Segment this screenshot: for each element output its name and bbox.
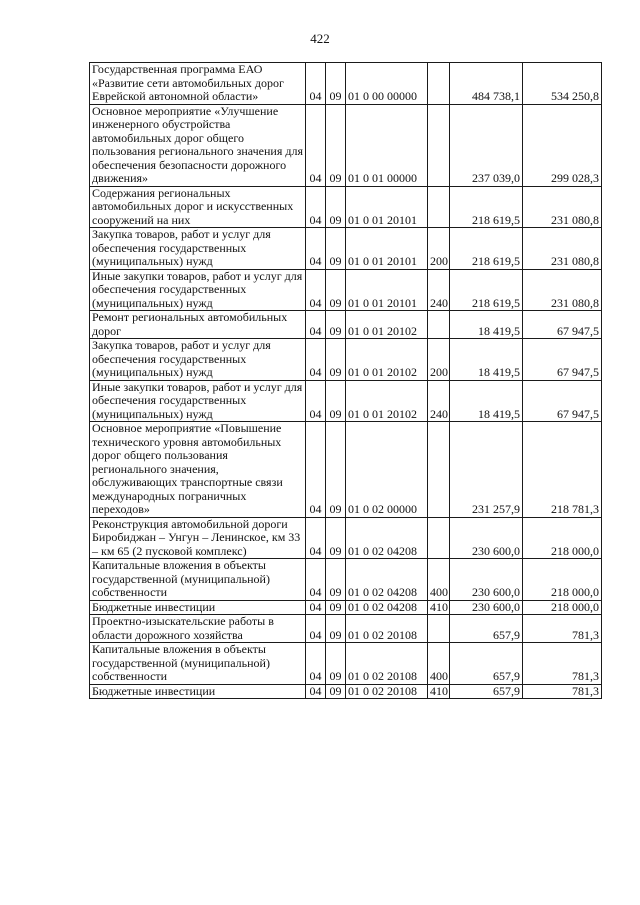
row-section: 04: [306, 643, 326, 685]
table-row: [90, 684, 602, 699]
row-expense-type: [428, 186, 450, 228]
row-sum-year1: 218 619,5: [450, 228, 523, 270]
budget-table: [89, 62, 602, 699]
row-expense-type: 200: [428, 339, 450, 381]
row-section: 04: [306, 380, 326, 422]
row-target-article: 01 0 02 00000: [346, 422, 428, 518]
row-subsection: 09: [326, 422, 346, 518]
row-section: 04: [306, 517, 326, 559]
table-row: [90, 339, 602, 381]
row-target-article: 01 0 01 00000: [346, 104, 428, 186]
row-expense-type: 200: [428, 228, 450, 270]
row-sum-year1: 218 619,5: [450, 269, 523, 311]
table-row: [90, 600, 602, 615]
row-sum-year2: 534 250,8: [523, 63, 602, 105]
row-expense-type: 240: [428, 380, 450, 422]
row-sum-year1: 657,9: [450, 684, 523, 699]
table-row: [90, 186, 602, 228]
row-section: 04: [306, 339, 326, 381]
table-row: [90, 643, 602, 685]
row-target-article: 01 0 00 00000: [346, 63, 428, 105]
row-section: 04: [306, 228, 326, 270]
row-target-article: 01 0 02 04208: [346, 600, 428, 615]
row-sum-year2: 781,3: [523, 615, 602, 643]
row-subsection: 09: [326, 643, 346, 685]
row-target-article: 01 0 01 20101: [346, 228, 428, 270]
row-expense-type: 400: [428, 559, 450, 601]
row-name: Капитальные вложения в объекты государственной (муниципальной) собственности: [90, 643, 306, 685]
row-name: Основное мероприятие «Улучшение инженерного обустройства автомобильных дорог общего пользования регионального значения для обеспечения безопасности дорожного движения»: [90, 104, 306, 186]
table-row: [90, 228, 602, 270]
row-subsection: 09: [326, 63, 346, 105]
row-subsection: 09: [326, 311, 346, 339]
row-expense-type: [428, 422, 450, 518]
row-sum-year2: 231 080,8: [523, 269, 602, 311]
row-sum-year2: 299 028,3: [523, 104, 602, 186]
row-sum-year2: 231 080,8: [523, 186, 602, 228]
row-section: 04: [306, 422, 326, 518]
row-section: 04: [306, 104, 326, 186]
table-row: [90, 422, 602, 518]
row-target-article: 01 0 01 20102: [346, 339, 428, 381]
row-sum-year1: 484 738,1: [450, 63, 523, 105]
row-subsection: 09: [326, 186, 346, 228]
row-sum-year2: 67 947,5: [523, 339, 602, 381]
page-number: 422: [310, 31, 330, 46]
row-sum-year2: 218 000,0: [523, 517, 602, 559]
row-sum-year1: 18 419,5: [450, 339, 523, 381]
row-sum-year2: 218 781,3: [523, 422, 602, 518]
row-expense-type: [428, 104, 450, 186]
row-name: Закупка товаров, работ и услуг для обеспечения государственных (муниципальных) нужд: [90, 339, 306, 381]
row-target-article: 01 0 01 20101: [346, 269, 428, 311]
row-sum-year1: 231 257,9: [450, 422, 523, 518]
row-sum-year2: 218 000,0: [523, 600, 602, 615]
row-sum-year2: 67 947,5: [523, 311, 602, 339]
row-subsection: 09: [326, 559, 346, 601]
row-section: 04: [306, 269, 326, 311]
table-row: [90, 63, 602, 105]
row-target-article: 01 0 01 20101: [346, 186, 428, 228]
row-section: 04: [306, 186, 326, 228]
row-subsection: 09: [326, 684, 346, 699]
row-sum-year1: 657,9: [450, 643, 523, 685]
row-sum-year1: 218 619,5: [450, 186, 523, 228]
row-target-article: 01 0 02 20108: [346, 684, 428, 699]
row-sum-year2: 231 080,8: [523, 228, 602, 270]
row-section: 04: [306, 615, 326, 643]
table-row: [90, 269, 602, 311]
row-sum-year1: 230 600,0: [450, 517, 523, 559]
row-expense-type: [428, 63, 450, 105]
row-section: 04: [306, 63, 326, 105]
row-name: Реконструкция автомобильной дороги Биробиджан – Унгун – Ленинское, км 33 – км 65 (2 пусковой комплекс): [90, 517, 306, 559]
row-subsection: 09: [326, 104, 346, 186]
row-expense-type: 240: [428, 269, 450, 311]
row-sum-year1: 230 600,0: [450, 600, 523, 615]
row-expense-type: [428, 615, 450, 643]
row-name: Закупка товаров, работ и услуг для обеспечения государственных (муниципальных) нужд: [90, 228, 306, 270]
row-sum-year1: 237 039,0: [450, 104, 523, 186]
row-section: 04: [306, 684, 326, 699]
row-sum-year2: 781,3: [523, 684, 602, 699]
row-target-article: 01 0 01 20102: [346, 311, 428, 339]
row-name: Основное мероприятие «Повышение технического уровня автомобильных дорог общего пользования регионального значения, обслуживающих транспортные связи международных пограничных переходов»: [90, 422, 306, 518]
row-target-article: 01 0 01 20102: [346, 380, 428, 422]
row-target-article: 01 0 02 04208: [346, 517, 428, 559]
row-expense-type: [428, 517, 450, 559]
row-expense-type: 400: [428, 643, 450, 685]
row-sum-year2: 67 947,5: [523, 380, 602, 422]
row-subsection: 09: [326, 339, 346, 381]
row-section: 04: [306, 311, 326, 339]
table-row: [90, 311, 602, 339]
row-sum-year1: 657,9: [450, 615, 523, 643]
row-name: Иные закупки товаров, работ и услуг для обеспечения государственных (муниципальных) нужд: [90, 269, 306, 311]
row-subsection: 09: [326, 615, 346, 643]
row-target-article: 01 0 02 04208: [346, 559, 428, 601]
row-name: Бюджетные инвестиции: [90, 600, 306, 615]
row-expense-type: [428, 311, 450, 339]
row-subsection: 09: [326, 517, 346, 559]
row-sum-year1: 230 600,0: [450, 559, 523, 601]
row-name: Капитальные вложения в объекты государственной (муниципальной) собственности: [90, 559, 306, 601]
row-subsection: 09: [326, 380, 346, 422]
row-name: Ремонт региональных автомобильных дорог: [90, 311, 306, 339]
row-sum-year2: 218 000,0: [523, 559, 602, 601]
row-name: Государственная программа ЕАО «Развитие сети автомобильных дорог Еврейской автономной области»: [90, 63, 306, 105]
table-row: [90, 517, 602, 559]
row-sum-year1: 18 419,5: [450, 380, 523, 422]
row-expense-type: 410: [428, 684, 450, 699]
table-row: [90, 615, 602, 643]
row-name: Бюджетные инвестиции: [90, 684, 306, 699]
row-subsection: 09: [326, 228, 346, 270]
row-section: 04: [306, 600, 326, 615]
row-sum-year2: 781,3: [523, 643, 602, 685]
row-target-article: 01 0 02 20108: [346, 643, 428, 685]
table-row: [90, 559, 602, 601]
row-name: Содержания региональных автомобильных дорог и искусственных сооружений на них: [90, 186, 306, 228]
row-subsection: 09: [326, 269, 346, 311]
row-target-article: 01 0 02 20108: [346, 615, 428, 643]
row-sum-year1: 18 419,5: [450, 311, 523, 339]
row-name: Проектно-изыскательские работы в области дорожного хозяйства: [90, 615, 306, 643]
table-row: [90, 104, 602, 186]
row-expense-type: 410: [428, 600, 450, 615]
row-subsection: 09: [326, 600, 346, 615]
table-row: [90, 380, 602, 422]
row-name: Иные закупки товаров, работ и услуг для обеспечения государственных (муниципальных) нужд: [90, 380, 306, 422]
row-section: 04: [306, 559, 326, 601]
